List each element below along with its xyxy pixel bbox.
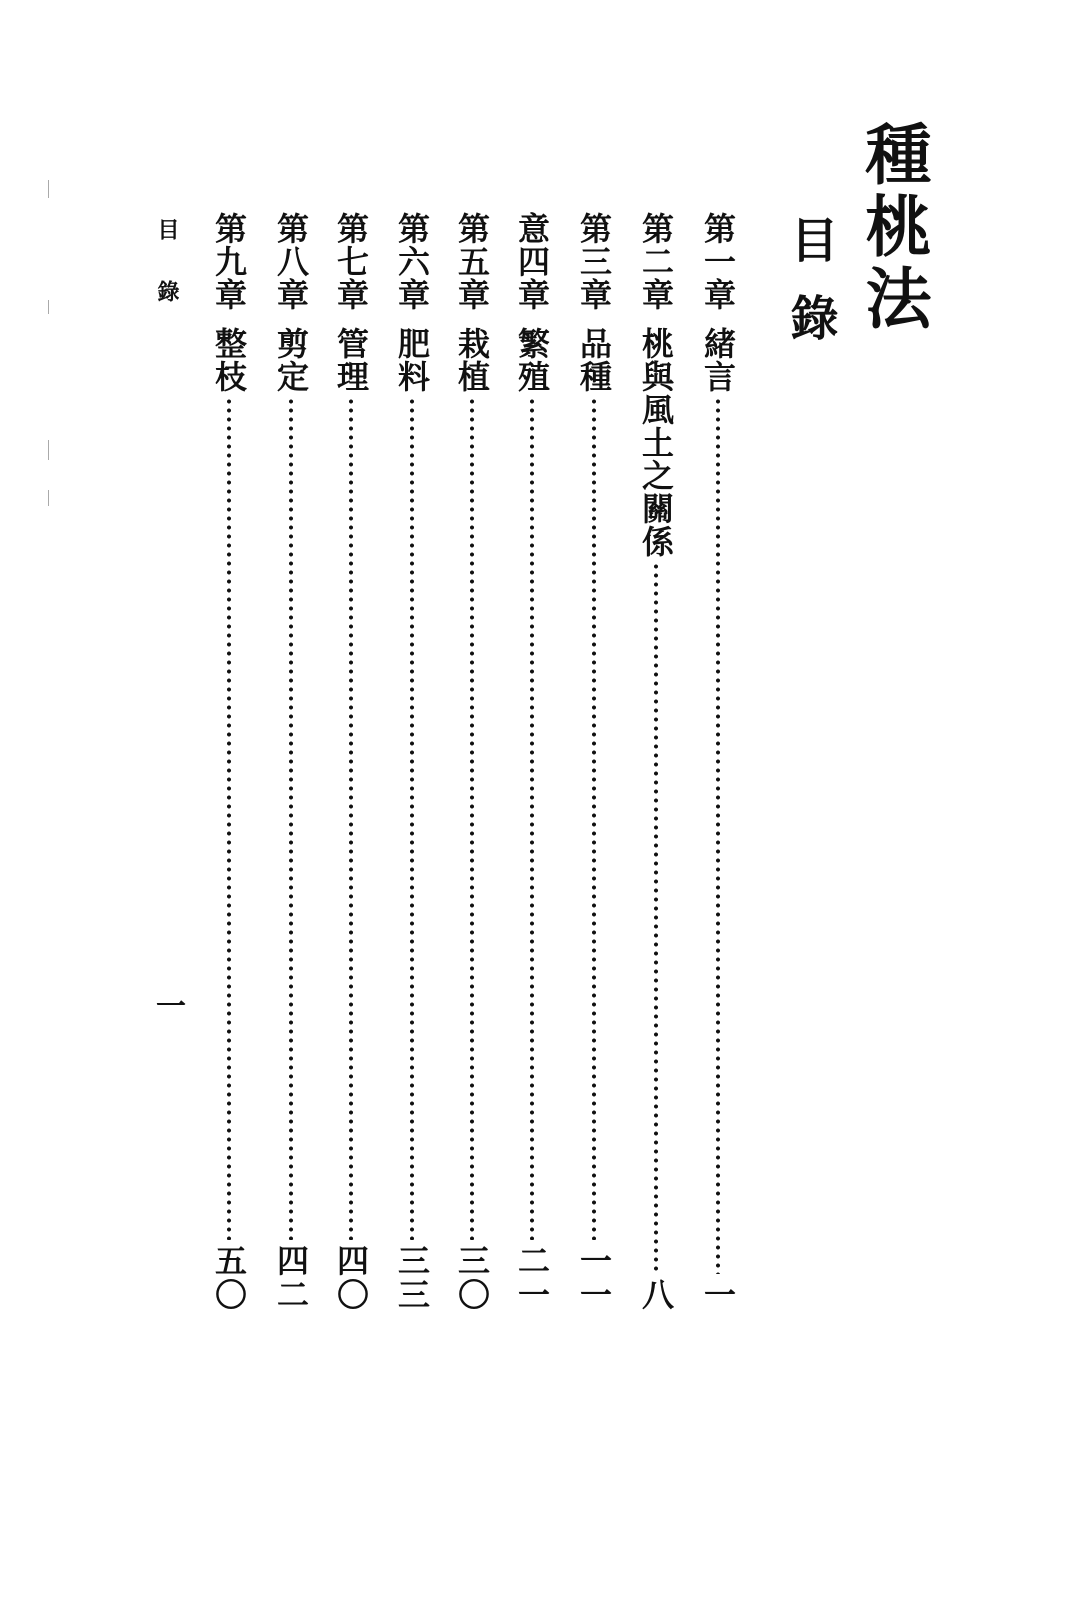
chapter-title: 剪定 bbox=[272, 327, 310, 393]
page-number: 一 bbox=[699, 1278, 737, 1312]
chapter-title: 栽植 bbox=[453, 327, 491, 393]
chapter-title: 繁殖 bbox=[513, 327, 551, 393]
chapter-title: 管理 bbox=[332, 327, 370, 393]
chapter-number: 第一章 bbox=[699, 212, 737, 311]
chapter-number: 第三章 bbox=[575, 212, 613, 311]
scan-speck bbox=[48, 300, 49, 314]
dot-leader bbox=[227, 397, 231, 1240]
toc-entry bbox=[636, 212, 676, 1312]
page-number: 八 bbox=[637, 1278, 675, 1312]
page-number: 三三 bbox=[393, 1244, 431, 1312]
page-number: 四二 bbox=[272, 1244, 310, 1312]
dot-leader bbox=[289, 397, 293, 1240]
toc-entry bbox=[698, 212, 738, 1312]
page-number: 三〇 bbox=[453, 1244, 491, 1312]
page-number: 一一 bbox=[575, 1244, 613, 1312]
toc-entry bbox=[331, 212, 371, 1312]
chapter-number: 第九章 bbox=[210, 212, 248, 311]
chapter-number: 意四章 bbox=[513, 212, 551, 311]
toc-entry bbox=[574, 212, 614, 1312]
dot-leader bbox=[470, 397, 474, 1240]
dot-leader bbox=[654, 562, 658, 1274]
dot-leader bbox=[716, 397, 720, 1274]
toc-entry bbox=[392, 212, 432, 1312]
chapter-title: 肥料 bbox=[393, 327, 431, 393]
dot-leader bbox=[592, 397, 596, 1240]
chapter-number: 第五章 bbox=[453, 212, 491, 311]
contents-heading: 目錄 bbox=[782, 215, 838, 371]
dot-leader bbox=[530, 397, 534, 1240]
scan-speck bbox=[48, 440, 49, 460]
chapter-number: 第六章 bbox=[393, 212, 431, 311]
toc-entry bbox=[452, 212, 492, 1312]
page-number: 五〇 bbox=[210, 1244, 248, 1312]
scan-speck bbox=[48, 490, 49, 506]
chapter-title: 緒言 bbox=[699, 327, 737, 393]
folio-page-number: 一 bbox=[150, 990, 185, 1020]
chapter-title: 桃與風土之關係 bbox=[637, 327, 675, 558]
book-title: 種桃法 bbox=[854, 120, 932, 336]
toc-entry bbox=[209, 212, 249, 1312]
dot-leader bbox=[410, 397, 414, 1240]
chapter-title: 整枝 bbox=[210, 327, 248, 393]
toc-entry bbox=[271, 212, 311, 1312]
chapter-number: 第八章 bbox=[272, 212, 310, 311]
dot-leader bbox=[349, 397, 353, 1240]
chapter-title: 品種 bbox=[575, 327, 613, 393]
page-number: 二一 bbox=[513, 1244, 551, 1312]
running-head: 目錄 bbox=[154, 218, 180, 342]
chapter-number: 第七章 bbox=[332, 212, 370, 311]
scan-speck bbox=[48, 180, 49, 198]
page-number: 四〇 bbox=[332, 1244, 370, 1312]
toc-entry bbox=[512, 212, 552, 1312]
chapter-number: 第二章 bbox=[637, 212, 675, 311]
